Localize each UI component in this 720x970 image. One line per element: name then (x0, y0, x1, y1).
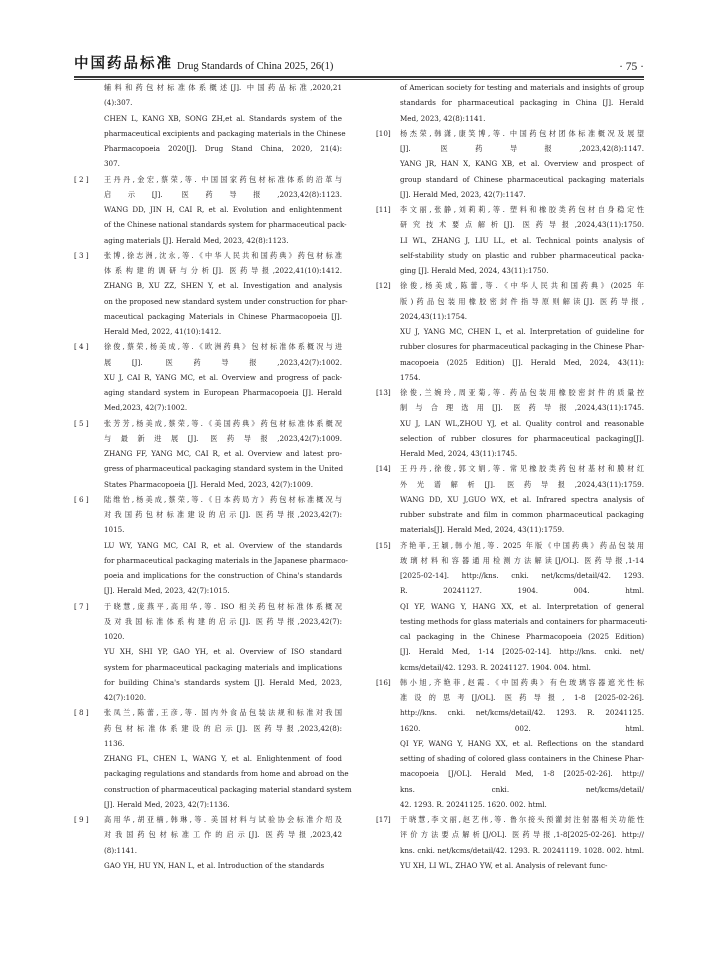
reference-column-left (74, 80, 352, 873)
reference-line: kns. cnki. net/kcms/detail/ (400, 784, 644, 794)
reference-line: testing methods for glass materials and containers for pharmaceuti- (400, 616, 648, 626)
reference-entry (376, 675, 644, 812)
reference-entry (376, 385, 644, 461)
reference-entry (74, 248, 348, 340)
running-header (74, 53, 644, 77)
reference-line: [J]. Herald Med, 2023, 42(7):1147. (400, 189, 526, 199)
reference-number: [10] (376, 128, 391, 138)
reference-line: YU XH, LI WL, ZHAO YW, et al. Analysis of relevant func- (400, 860, 608, 870)
reference-line: self-stability study on plastic and rubber pharmaceutical packa- (400, 250, 644, 260)
reference-line: 及对我国标准体系构建的启示[J]. 医药导报,2023,42(7): (104, 616, 342, 626)
reference-line: States Pharmacopoeia [J]. Herald Med, 2023, 42(7):1009. (104, 479, 313, 489)
reference-line: 2024,43(11):1754. (400, 311, 468, 321)
reference-line: [ 5 ] 张芳芳,杨美成,蔡荣,等.《美国药典》药包材标准体系概况 (104, 416, 342, 431)
reference-column-right (376, 80, 648, 873)
reference-line: R. 20241127. 1904. 004. html. (400, 586, 644, 596)
reference-line: [2025-02-14]. http://kns. cnki. net/kcms/detail/42. 1293. (400, 571, 644, 580)
reference-line: [ 8 ] 张凤兰,陈蕾,王彦,等. 国内外食品包装法规和标准对我国 (104, 705, 342, 720)
journal-title-cn: 中国药品标准 (74, 56, 173, 72)
reference-line: [ 4 ] 徐俊,蔡荣,杨美成,等.《欧洲药典》包材标准体系概况与进 (104, 339, 342, 354)
reference-line: aging standard system in European Pharmacopoeia [J]. Herald (104, 388, 342, 397)
reference-line: for building China's standards system [J]. Herald Med, 2023, (104, 677, 342, 687)
reference-line: aging materials [J]. Herald Med, 2023, 42(8):1123. (104, 235, 289, 245)
reference-line: ZHANG FF, YANG MC, CAI R, et al. Overview and latest pro- (104, 449, 342, 458)
reference-number: [14] (376, 464, 391, 474)
reference-number: [ 3 ] (74, 250, 89, 260)
reference-line: YANG JR, HAN X, KANG XB, et al. Overview and prospect of (400, 159, 644, 169)
reference-entry (376, 812, 644, 873)
reference-line: QI YF, WANG Y, HANG XX, et al. Interpretation of general (400, 601, 644, 611)
reference-line: [17] 于晓慧,李文丽,赵艺伟,等. 鲁尔接头预灌封注射器相关功能性 (400, 812, 644, 827)
reference-number: [ 6 ] (74, 494, 89, 504)
reference-line: Pharmacopoeia 2020[J]. Drug Stand China, 2020, 21(4): (104, 144, 342, 153)
reference-line: selection of rubber closures for pharmaceutical packaging[J]. (400, 433, 644, 443)
reference-line: ZHANG B, XU ZZ, SHEN Y, et al. Investigation and analysis (104, 281, 342, 291)
reference-line: 研究技术要点解析[J]. 医药导报,2024,43(11):1750. (400, 220, 644, 230)
reference-line: [J]. 医药导报,2023,42(8):1147. (400, 144, 644, 153)
reference-entry (376, 538, 648, 675)
reference-line: of the Chinese national standards system for pharmaceutical pack- (104, 220, 347, 230)
reference-line: construction of pharmaceutical packaging material standard system (104, 784, 352, 794)
reference-entry (74, 80, 346, 172)
reference-line: CHEN L, KANG XB, SONG ZH,et al. Standards system of the (104, 113, 342, 123)
reference-line: 42(7):1020. (104, 693, 147, 702)
reference-line: packaging regulations and standards from home and abroad on the (104, 769, 349, 779)
reference-line: [16] 韩小旭,齐艳菲,赵霞.《中国药典》有色玻璃容器遮光性标 (400, 675, 644, 690)
reference-line: group standard of Chinese pharmaceutical packaging materials (400, 174, 644, 184)
reference-entry (74, 599, 342, 706)
reference-line: 42. 1293. R. 20241125. 1620. 002. html. (400, 799, 547, 809)
reference-line: 展[J]. 医药导报,2023,42(7):1002. (104, 357, 342, 367)
reference-line: 307. (104, 159, 120, 169)
reference-line: 版)药品包装用橡胶密封件指导原则解读[J]. 医药导报, (400, 296, 644, 306)
reference-line: on the proposed new standard system under construction for phar- (104, 296, 348, 306)
reference-line: pharmaceutical excipients and packaging materials in the Chinese (104, 128, 346, 138)
reference-entry (74, 339, 342, 415)
reference-line: macopoeia (2025 Edition) [J]. Herald Med, 2024, 43(11): (400, 357, 644, 367)
reference-entry (376, 202, 644, 278)
reference-line: Herald Med, 2024, 43(11):1745. (400, 449, 518, 458)
reference-line: [ 6 ] 陆维怡,杨美成,蔡荣,等.《日本药局方》药包材标准概况与 (104, 492, 342, 507)
reference-line: [ 2 ] 王丹丹,金宏,蔡荣,等. 中国国家药包材标准体系的沿革与 (104, 172, 342, 187)
reference-line: QI YF, WANG Y, HANG XX, et al. Reflections on the standard (400, 738, 644, 748)
reference-line: 玻璃材料和容器通用检测方法解读[J/OL]. 医药导报,1-14 (400, 555, 644, 565)
reference-number: [ 2 ] (74, 174, 89, 184)
reference-line: 1015. (104, 525, 125, 535)
reference-line: 1136. (104, 738, 125, 748)
page-number: · 75 · (619, 61, 644, 73)
reference-number: [ 5 ] (74, 418, 89, 428)
reference-number: [15] (376, 540, 391, 550)
reference-line: 1620. 002. html. (400, 723, 644, 733)
reference-number: [13] (376, 388, 391, 397)
reference-line: 辅料和药包材标准体系概述[J]. 中国药品标准,2020,21 (104, 83, 342, 92)
reference-entry (376, 126, 644, 202)
reference-line: 药包材标准体系建设的启示[J]. 医药导报,2023,42(8): (104, 723, 342, 733)
reference-line: [10] 杨杰荣,韩潇,康笑博,等. 中国药包材团体标准概况及展望 (400, 126, 644, 141)
reference-line: YU XH, SHI YP, GAO YH, et al. Overview of ISO standard (104, 647, 342, 657)
reference-number: [ 7 ] (74, 601, 89, 611)
reference-line: kns. cnki. net/kcms/detail/42. 1293. R. 20241119. 1028. 002. html. (400, 845, 644, 855)
reference-line: system for pharmaceutical packaging materials and implications (104, 662, 342, 672)
reference-line: [15] 齐艳菲,王颖,韩小旭,等. 2025 年版《中国药典》药品包装用 (400, 538, 644, 553)
reference-line: of American society for testing and materials and insights of group (400, 83, 644, 92)
reference-line: XU J, CAI R, YANG MC, et al. Overview and progress of pack- (104, 372, 342, 382)
reference-line: LI WL, ZHANG J, LIU LL, et al. Technical points analysis of (400, 235, 644, 245)
reference-line: 对我国药包材标准工作的启示[J]. 医药导报,2023,42 (104, 830, 342, 840)
reference-line: 启示[J]. 医药导报,2023,42(8):1123. (104, 189, 342, 199)
reference-line: ging [J]. Herald Med, 2024, 43(11):1750. (400, 266, 549, 275)
reference-line: GAO YH, HU YN, HAN L, et al. Introduction of the standards (104, 860, 325, 870)
reference-number: [17] (376, 815, 391, 824)
reference-entry (376, 461, 644, 537)
reference-entry (74, 812, 342, 873)
reference-line: 体系构建的调研与分析[J]. 医药导报,2022,41(10):1412. (104, 266, 342, 275)
reference-line: Herald Med, 2022, 41(10):1412. (104, 327, 222, 336)
reference-line: [ 9 ] 高用华,胡亚楠,韩琳,等. 美国材料与试验协会标准介绍及 (104, 812, 342, 827)
reference-line: WANG DD, JIN H, CAI R, et al. Evolution and enlightenment (104, 205, 342, 214)
reference-line: XU J, LAN WL,ZHOU YJ, et al. Quality control and reasonable (400, 418, 644, 428)
reference-entry (74, 492, 348, 599)
reference-line: [J]. Herald Med, 2023, 42(7):1015. (104, 586, 230, 596)
reference-line: [J]. Herald Med, 1-14 [2025-02-14]. http://kns. cnki. net/ (400, 647, 644, 657)
reference-line: 1020. (104, 632, 125, 641)
reference-line: [ 7 ] 于晓慧,庞燕平,高用华,等. ISO 相关药包材标准体系概况 (104, 599, 342, 614)
reference-line: 准设的思考[J/OL]. 医药导报, 1-8 [2025-02-26]. (400, 693, 644, 702)
reference-line: XU J, YANG MC, CHEN L, et al. Interpretation of guideline for (400, 327, 644, 336)
reference-line: [13] 徐俊,兰婉玲,周亚菊,等. 药品包装用橡胶密封件的质量控 (400, 385, 644, 400)
reference-line: rubber closures for pharmaceutical packaging in the Chinese Phar- (400, 342, 645, 352)
reference-number: [ 9 ] (74, 815, 89, 824)
reference-entry (74, 172, 347, 248)
reference-line: gress of pharmaceutical packaging standard system in the United (104, 464, 344, 474)
reference-line: setting of shading of colored glass containers in the Chinese Phar- (400, 754, 644, 763)
reference-line: macopoeia [J/OL]. Herald Med, 1-8 [2025-02-26]. http:// (400, 769, 644, 779)
reference-line: [11] 李文丽,张静,刘莉莉,等. 塑料和橡胶类药包材自身稳定性 (400, 202, 644, 217)
reference-entry (376, 80, 644, 126)
reference-line: standards for pharmaceutical packaging in China [J]. Herald (400, 98, 644, 108)
reference-line: for pharmaceutical packaging materials in the Japanese pharmaco- (104, 555, 348, 565)
reference-line: [J]. Herald Med, 2023, 42(7):1136. (104, 799, 230, 809)
reference-line: [ 3 ] 张博,徐志洲,沈永,等.《中华人民共和国药典》药包材标准 (104, 248, 342, 263)
reference-entry (376, 278, 644, 385)
reference-number: [16] (376, 677, 391, 687)
reference-line: Med,2023, 42(7):1002. (104, 403, 188, 413)
reference-line: 与最新进展[J]. 医药导报,2023,42(7):1009. (104, 433, 342, 443)
journal-title-en: Drug Standards of China 2025, 26(1) (177, 61, 334, 72)
reference-line: 1754. (400, 372, 421, 382)
reference-line: rubber substrate and film in common pharmaceutical packaging (400, 510, 644, 519)
reference-line: (8):1141. (104, 845, 137, 855)
reference-line: materials[J]. Herald Med, 2024, 43(11):1759. (400, 525, 565, 535)
reference-line: 评价方法要点解析[J/OL]. 医药导报,1-8[2025-02-26]. http:// (400, 830, 644, 840)
reference-line: ZHANG FL, CHEN L, WANG Y, et al. Enlightenment of food (104, 754, 342, 763)
reference-line: maceutical packaging Materials in Chinese Pharmacopoeia [J]. (104, 311, 342, 321)
reference-line: (4):307. (104, 98, 133, 108)
reference-number: [12] (376, 281, 391, 291)
reference-line: http://kns. cnki. net/kcms/detail/42. 1293. R. 20241125. (400, 708, 644, 718)
reference-line: kcms/detail/42. 1293. R. 20241127. 1904. 004. html. (400, 662, 591, 672)
reference-entry (74, 705, 352, 812)
reference-line: 对我国药包材标准建设的启示[J]. 医药导报,2023,42(7): (104, 510, 342, 519)
reference-line: LU WY, YANG MC, CAI R, et al. Overview of the standards (104, 540, 342, 550)
reference-number: [11] (376, 205, 391, 214)
reference-line: WANG DD, XU J,GUO WX, et al. Infrared spectra analysis of (400, 494, 644, 504)
reference-line: 制与合理选用[J]. 医药导报,2024,43(11):1745. (400, 403, 644, 413)
reference-line: cal packaging in the Chinese Pharmacopoeia (2025 Edition) (400, 632, 644, 641)
reference-line: 外光谱解析[J]. 医药导报,2024,43(11):1759. (400, 479, 644, 489)
reference-line: Med, 2023, 42(8):1141. (400, 113, 486, 123)
reference-number: [ 4 ] (74, 342, 89, 352)
header-rule-thick (74, 76, 644, 78)
reference-entry (74, 416, 342, 492)
reference-line: [14] 王丹丹,徐俊,郭文娟,等. 常见橡胶类药包材基材和膜材红 (400, 461, 644, 476)
reference-number: [ 8 ] (74, 708, 89, 718)
reference-line: poeia and implications for the construction of China's standards (104, 571, 342, 580)
reference-line: [12] 徐俊,杨美成,陈蕾,等.《中华人民共和国药典》(2025 年 (400, 278, 644, 293)
